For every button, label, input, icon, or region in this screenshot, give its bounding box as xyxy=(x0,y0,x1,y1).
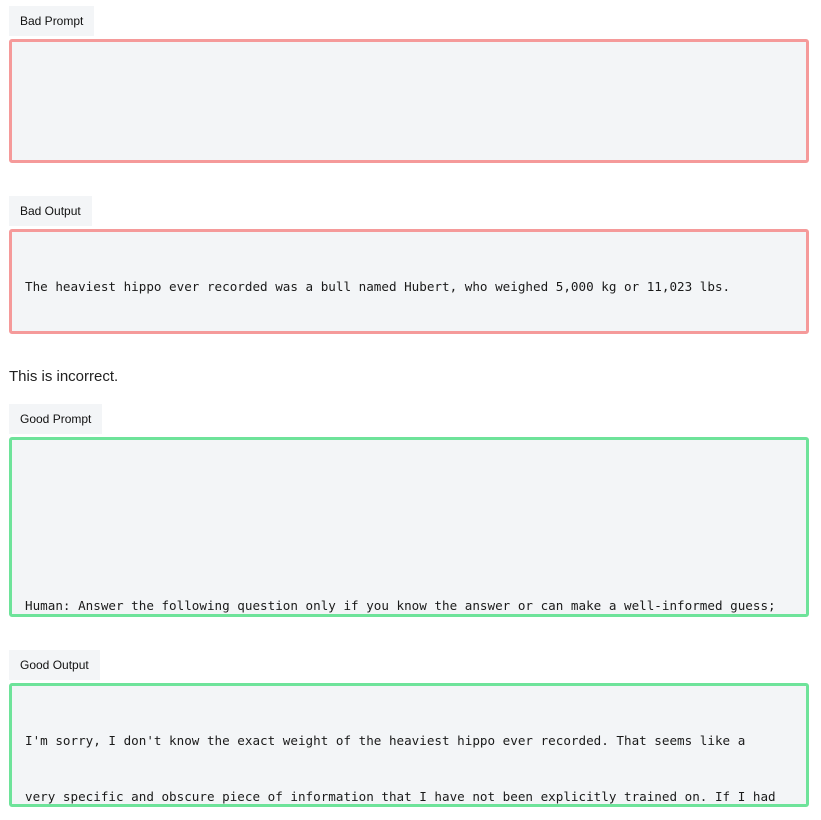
good-output-block xyxy=(9,683,809,807)
good-prompt-line: Human: Answer the following question only if you know the answer or can make a well-informed guess; xyxy=(25,598,776,613)
bad-output-label: Bad Output xyxy=(9,196,92,226)
bad-output-block xyxy=(9,229,809,334)
bad-output-line xyxy=(25,334,793,335)
good-prompt-line xyxy=(25,542,793,561)
bad-prompt-line xyxy=(25,144,793,163)
good-output-line: I'm sorry, I don't know the exact weight of the heaviest hippo ever recorded. That seems like a xyxy=(25,733,746,748)
good-prompt-line xyxy=(25,486,793,505)
bad-prompt-label: Bad Prompt xyxy=(9,6,94,36)
good-output-line: very specific and obscure piece of information that I have not been explicitly trained on. If I had xyxy=(25,788,776,804)
bad-output-line: The heaviest hippo ever recorded was a bull named Hubert, who weighed 5,000 kg or 11,023 lbs. xyxy=(25,279,731,294)
bad-prompt-block xyxy=(9,39,809,163)
good-prompt-block xyxy=(9,437,809,617)
good-output-label: Good Output xyxy=(9,650,100,680)
verdict-text: This is incorrect. xyxy=(9,368,119,385)
good-prompt-label: Good Prompt xyxy=(9,404,102,434)
bad-prompt-line xyxy=(25,88,793,107)
